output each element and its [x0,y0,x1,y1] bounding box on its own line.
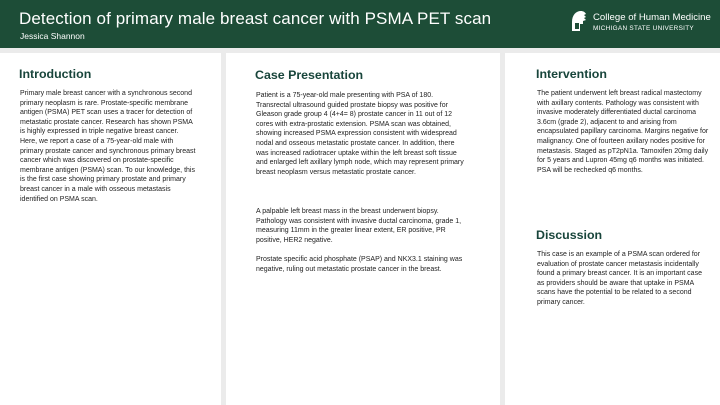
case-presentation-panel [226,53,500,405]
intervention-discussion-panel [505,53,720,405]
introduction-heading: Introduction [19,67,92,81]
introduction-body: Primary male breast cancer with a synchronous second primary neoplasm is rare. Prostate-specific membrane antigen (PSMA) PET scan uses a tracer for detection of metastatic prostate cancer. Research has shown PSMA is highly expressed in triple negative breast cancer. Here, we report a case of a 75-year-old male with primary prostate cancer and synchronous primary breast cancer which was discovered on prostate-specific membrane antigen (PSMA) scan. To our knowledge, this is the first case showing primary prostate and primary breast cancer in a male with osseous metastasis identified on PSMA scan. [20,90,196,203]
spartan-helmet-icon [569,9,588,33]
case-paragraph-1: Patient is a 75-year-old male presenting with PSA of 180. Transrectal ultrasound guided prostate biopsy was positive for Gleason grade group 4 (4+4= 8) prostate cancer in 11 out of 12 cores with extra-prostatic extension. PSMA scan was obtained, showing increased PSMA expression consistent with widespread nodal and osseous metastatic prostate cancer. In addition, there was increased radiotracer uptake within the left breast soft tissue and enlarged left axillary lymph node, which may represent primary breast neoplasm versus metastatic prostate cancer. [256,92,464,176]
author-name: Jessica Shannon [20,31,85,41]
discussion-heading: Discussion [536,228,603,242]
poster-header [0,0,720,48]
msu-logo [569,8,715,42]
case-presentation-heading: Case Presentation [255,68,364,82]
case-paragraph-2: A palpable left breast mass in the breast underwent biopsy. Pathology was consistent with invasive ductal carcinoma, grade 1, measuring 11mm in the greater linear extent, ER positive, PR positive, HER2 negative. [256,208,462,244]
poster-title: Detection of primary male breast cancer with PSMA PET scan [19,9,492,28]
introduction-panel [0,53,221,405]
case-paragraph-3: Prostate specific acid phosphate (PSAP) and NKX3.1 staining was negative, ruling out metastatic prostate cancer in the breast. [256,256,463,273]
logo-college-text: College of Human Medicine [593,12,711,23]
discussion-body: This case is an example of a PSMA scan ordered for evaluation of prostate cancer metastasis incidentally found a primary breast cancer. It is an important case as providers should be aware that uptake in PSMA scans have the potential to be related to a second primary cancer. [537,251,702,306]
intervention-body: The patient underwent left breast radical mastectomy with axillary contents. Pathology was consistent with invasive moderately differentiated ductal carcinoma 3.6cm (grade 2), adjacent to and arising from encapsulated papillary carcinoma. Margins negative for malignancy. One of fourteen axillary nodes positive for metastasis. Staged as pT2pN1a. Tamoxifen 20mg daily for 5 years and Lupron 45mg q6 months was initiated. PSA will be rechecked q6 months. [537,90,709,174]
logo-university-text: MICHIGAN STATE UNIVERSITY [593,25,694,32]
intervention-heading: Intervention [536,67,607,81]
